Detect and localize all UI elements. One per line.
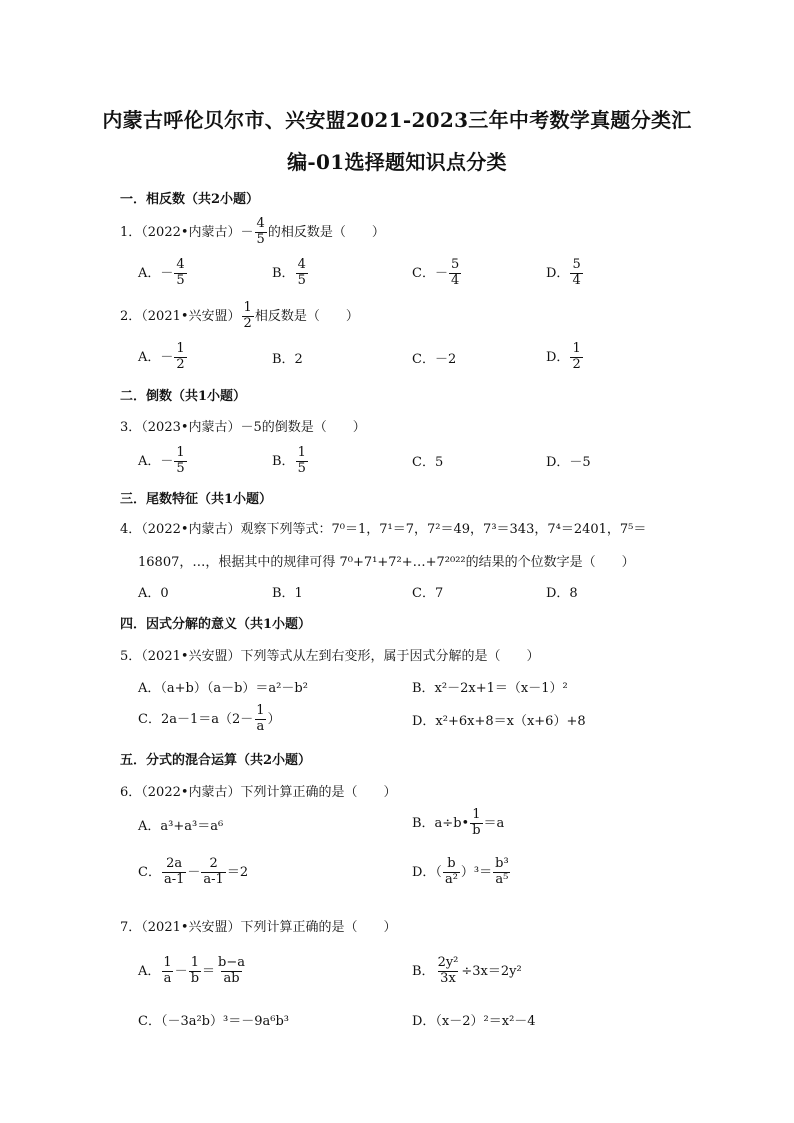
question-3: 3．（2023•内蒙古）－5的倒数是（ ） xyxy=(120,420,366,435)
question-2-fraction: $\frac{1}{2}$ xyxy=(243,300,252,331)
question-7-option-d: D．（x－2）²＝x²－4 xyxy=(412,1014,536,1029)
question-5-option-a: A．（a+b）（a－b）＝a²－b² xyxy=(138,681,308,696)
question-6-option-c: C． $\frac{2a}{a-1}$ － $\frac{2}{a-1}$ ＝2 xyxy=(138,856,249,887)
question-6-option-d: D．（ $\frac{b}{\text{a²}}$ ）³＝ $\frac{\text{b³}}{\text{a⁵}}$ xyxy=(412,856,509,887)
question-7-option-c: C．（－3a²b）³＝－9a⁶b³ xyxy=(138,1014,289,1029)
question-7-option-b: B． $\frac{\text{2y²}}{3x}$ ÷3x＝2y² xyxy=(412,955,522,986)
question-6: 6．（2022•内蒙古）下列计算正确的是（ ） xyxy=(120,785,397,800)
question-3-option-c: C．5 xyxy=(412,455,444,470)
question-4-option-a: A．0 xyxy=(138,586,169,601)
question-1-option-c: C．－ $\frac{5}{4}$ xyxy=(412,257,460,288)
document-title-line1: 内蒙古呼伦贝尔市、兴安盟2021-2023三年中考数学真题分类汇 xyxy=(102,108,692,132)
question-3-option-b: B． $\frac{1}{5}$ xyxy=(272,445,306,476)
question-5-option-c: C．2a－1＝a（2－ $\frac{1}{a}$ ） xyxy=(138,703,281,734)
question-2 xyxy=(120,301,359,332)
question-1-option-b: B． $\frac{4}{5}$ xyxy=(272,257,306,288)
question-2-prefix: 2．（2021•兴安盟） xyxy=(120,308,241,324)
question-3-option-d: D．－5 xyxy=(546,455,591,470)
question-4-option-c: C．7 xyxy=(412,586,444,601)
section-heading-3: 三．尾数特征（共1小题） xyxy=(120,492,273,507)
question-7: 7．（2021•兴安盟）下列计算正确的是（ ） xyxy=(120,920,397,935)
question-6-option-b: B．a÷b• $\frac{1}{b}$ ＝a xyxy=(412,807,505,838)
question-2-suffix: 相反数是（ ） xyxy=(254,308,359,324)
question-7-option-a: A． $\frac{1}{a}$ － $\frac{1}{b}$ ＝ $\frac{b-a}{ab}$ xyxy=(138,955,245,986)
question-1-option-a: A．－ $\frac{4}{5}$ xyxy=(138,257,185,288)
question-4-option-b: B．1 xyxy=(272,586,303,601)
question-2-option-b: B．2 xyxy=(272,352,303,367)
question-2-option-a: A．－ $\frac{1}{2}$ xyxy=(138,341,185,372)
question-4-option-d: D．8 xyxy=(546,586,578,601)
question-2-option-d: D． $\frac{1}{2}$ xyxy=(546,341,581,372)
question-1-prefix: 1．（2022•内蒙古）－ xyxy=(120,224,254,240)
question-4-line-2: 16807，…，根据其中的规律可得 7⁰+7¹+7²+…+7²⁰²²的结果的个位数字是（ ） xyxy=(138,555,635,570)
question-5-option-b: B．x²－2x+1＝（x－1）² xyxy=(412,681,568,696)
section-heading-2: 二．倒数（共1小题） xyxy=(120,389,247,404)
question-2-option-c: C．－2 xyxy=(412,352,457,367)
section-heading-1: 一．相反数（共2小题） xyxy=(120,192,260,207)
question-6-option-a: A．a³+a³＝a⁶ xyxy=(138,819,224,834)
question-1 xyxy=(120,217,385,248)
question-5: 5．（2021•兴安盟）下列等式从左到右变形，属于因式分解的是（ ） xyxy=(120,649,540,664)
question-1-fraction: $\frac{4}{5}$ xyxy=(256,216,265,247)
question-4-line-1: 4．（2022•内蒙古）观察下列等式：7⁰＝1，7¹＝7，7²＝49，7³＝343，7⁴＝2401，7⁵＝ xyxy=(120,522,647,537)
question-1-suffix: 的相反数是（ ） xyxy=(267,224,385,240)
document-title-line2: 编-01选择题知识点分类 xyxy=(287,150,507,174)
section-heading-5: 五．分式的混合运算（共2小题） xyxy=(120,753,312,768)
section-heading-4: 四．因式分解的意义（共1小题） xyxy=(120,617,312,632)
question-1-option-d: D． $\frac{5}{4}$ xyxy=(546,257,581,288)
question-3-option-a: A．－ $\frac{1}{5}$ xyxy=(138,445,185,476)
question-5-option-d: D．x²+6x+8＝x（x+6）+8 xyxy=(412,714,586,729)
